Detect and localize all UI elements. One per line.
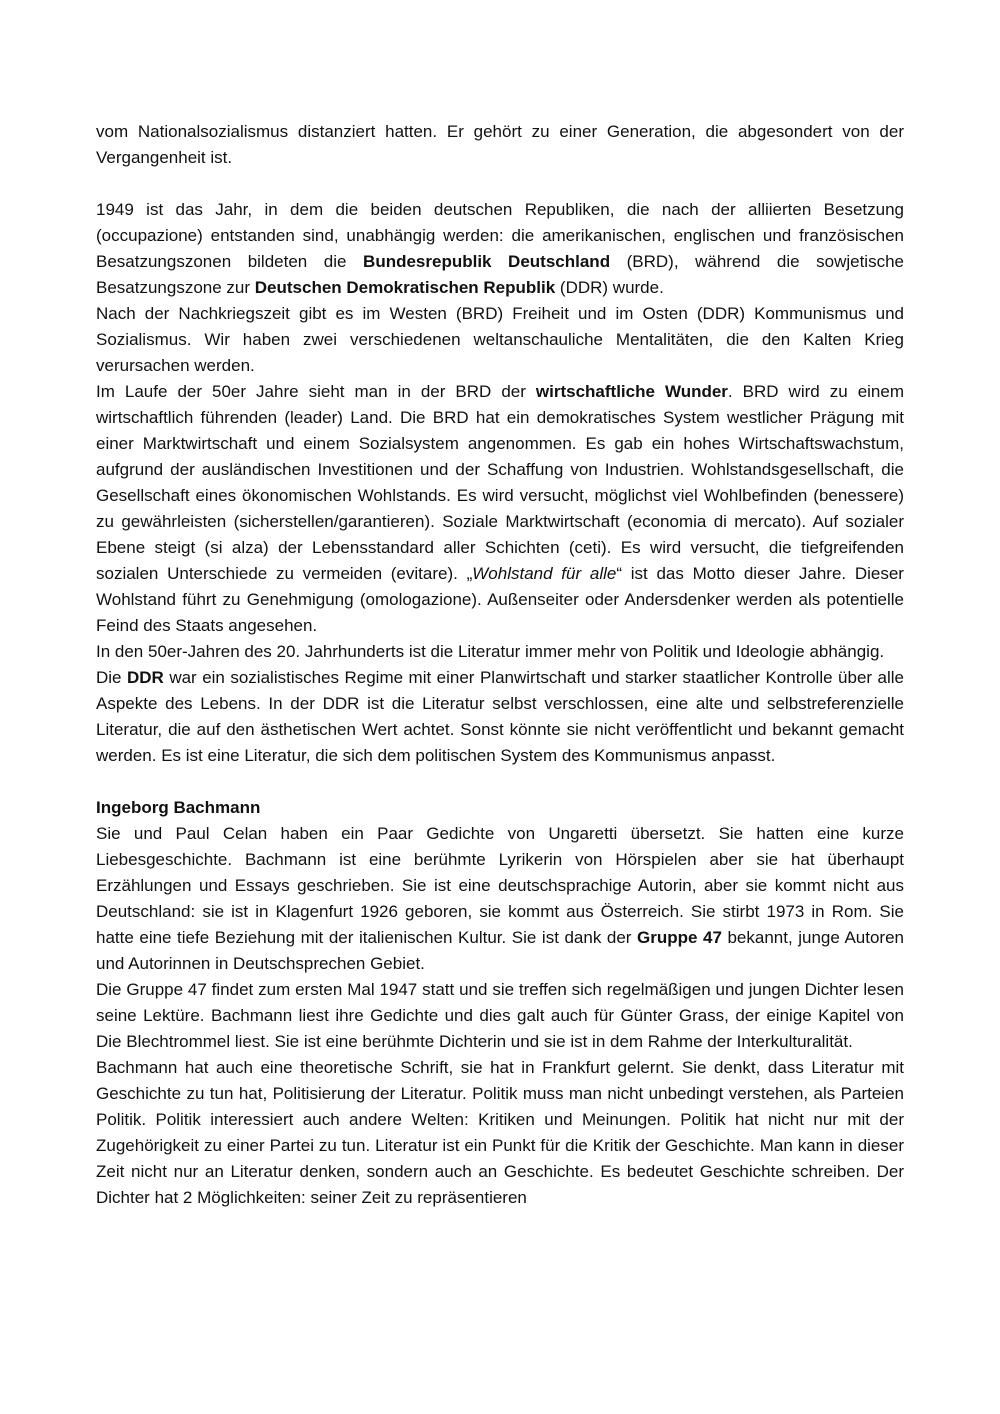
term-ddr-short: DDR	[127, 668, 164, 687]
motto: Wohlstand für alle	[472, 564, 617, 583]
paragraph-spacer	[96, 171, 904, 197]
paragraph-ddr	[96, 665, 904, 769]
quote-close: “	[616, 564, 622, 583]
paragraph-spacer	[96, 769, 904, 795]
document-body	[96, 119, 904, 1211]
text-run: (BRD), während die sowjetische Besatzungszone zur	[96, 252, 904, 297]
paragraph-literatur-50er: In den 50er-Jahren des 20. Jahrhunderts ist die Literatur immer mehr von Politik und Ideologie abhängig.	[96, 642, 885, 661]
text-run: war ein sozialistisches Regime mit einer Planwirtschaft und starker staatlicher Kontrolle über alle Aspekte des Lebens. In der DDR ist die Literatur selbst verschlossen, eine alte und selbstreferenzielle Literatur, die auf den ästhetischen Wert achtet. Sonst könnte sie nicht veröffentlicht und bekannt gemacht werden. Es ist eine Literatur, die sich dem politischen System des Kommunismus anpasst.	[96, 668, 905, 765]
paragraph-bachmann-bio	[96, 821, 904, 977]
paragraph-nachkriegszeit: Nach der Nachkriegszeit gibt es im Westen (BRD) Freiheit und im Osten (DDR) Kommunismus und Sozialismus. Wir haben zwei verschiedenen weltanschauliche Mentalitäten, die den Kalten Krieg verursachen werden.	[96, 304, 904, 375]
text-run: 1949 ist das Jahr, in dem die beiden deutschen Republiken, die nach der alliierten Besetzung (occupazione) entstanden sind, unabhängig werden: die amerikanischen, englischen und französischen Besatzungszonen bildeten die	[96, 200, 904, 271]
text-run: bekannt, junge Autoren und Autorinnen in Deutschsprechen Gebiet.	[96, 928, 904, 973]
text-run: Sie und Paul Celan haben ein Paar Gedichte von Ungaretti übersetzt. Sie hatten eine kurze Liebesgeschichte. Bachmann ist eine berühmte Lyrikerin von Hörspielen aber sie hat überhaupt Erzählungen und Essays geschrieben. Sie ist eine deutschsprachige Autorin, aber sie kommt nicht aus Deutschland: sie ist in Klagenfurt 1926 geboren, sie kommt aus Österreich. Sie stirbt 1973 in Rom. Sie hatte eine tiefe Beziehung mit der italienischen Kultur. Sie ist dank der	[96, 824, 904, 947]
text-run: (DDR) wurde.	[555, 278, 664, 297]
paragraph-1949	[96, 197, 904, 301]
text-run: Im Laufe der 50er Jahre sieht man in der BRD der	[96, 382, 536, 401]
term-brd: Bundesrepublik Deutschland	[363, 252, 611, 271]
term-wirtschaftswunder: wirtschaftliche Wunder	[535, 382, 728, 401]
paragraph-intro: vom Nationalsozialismus distanziert hatten. Er gehört zu einer Generation, die abgesondert von der Vergangenheit ist.	[96, 122, 904, 167]
term-gruppe-47: Gruppe 47	[637, 928, 722, 947]
term-ddr: Deutschen Demokratischen Republik	[254, 278, 556, 297]
text-run: ist das Motto dieser Jahre. Dieser Wohlstand führt zu Genehmigung (omologazione). Außenseiter oder Andersdenker werden als potentielle Feind des Staats angesehen.	[96, 564, 904, 635]
quote-open: „	[466, 564, 473, 583]
paragraph-wirtschaftswunder	[96, 379, 904, 639]
text-run: . BRD wird zu einem wirtschaftlich führenden (leader) Land. Die BRD hat ein demokratisches System westlicher Prägung mit einer Marktwirtschaft und einem Sozialsystem angenommen. Es gab ein hohes Wirtschaftswachstum, aufgrund der ausländischen Investitionen und der Schaffung von Industrien. Wohlstandsgesellschaft, die Gesellschaft eines ökonomischen Wohlstands. Es wird versucht, möglichst viel Wohlbefinden (benessere) zu gewährleisten (sicherstellen/garantieren). Soziale Marktwirtschaft (economia di mercato). Auf sozialer Ebene steigt (si alza) der Lebensstandard aller Schichten (ceti). Es wird versucht, die tiefgreifenden sozialen Unterschiede zu vermeiden (evitare).	[96, 382, 905, 583]
text-run: Die	[96, 668, 127, 687]
paragraph-gruppe-47: Die Gruppe 47 findet zum ersten Mal 1947 statt und sie treffen sich regelmäßigen und jungen Dichter lesen seine Lektüre. Bachmann liest ihre Gedichte und dies galt auch für Günter Grass, der einige Kapitel von Die Blechtrommel liest. Sie ist eine berühmte Dichterin und sie ist in dem Rahme der Interkulturalität.	[96, 980, 904, 1051]
section-heading: Ingeborg Bachmann	[96, 798, 261, 817]
paragraph-theorie: Bachmann hat auch eine theoretische Schrift, sie hat in Frankfurt gelernt. Sie denkt, dass Literatur mit Geschichte zu tun hat, Politisierung der Literatur. Politik muss man nicht unbedingt verstehen, als Parteien Politik. Politik interessiert auch andere Welten: Kritiken und Meinungen. Politik hat nicht nur mit der Zugehörigkeit zu einer Partei zu tun. Literatur ist ein Punkt für die Kritik der Geschichte. Man kann in dieser Zeit nicht nur an Literatur denken, sondern auch an Geschichte. Es bedeutet Geschichte schreiben. Der Dichter hat 2 Möglichkeiten: seiner Zeit zu repräsentieren	[96, 1058, 904, 1207]
